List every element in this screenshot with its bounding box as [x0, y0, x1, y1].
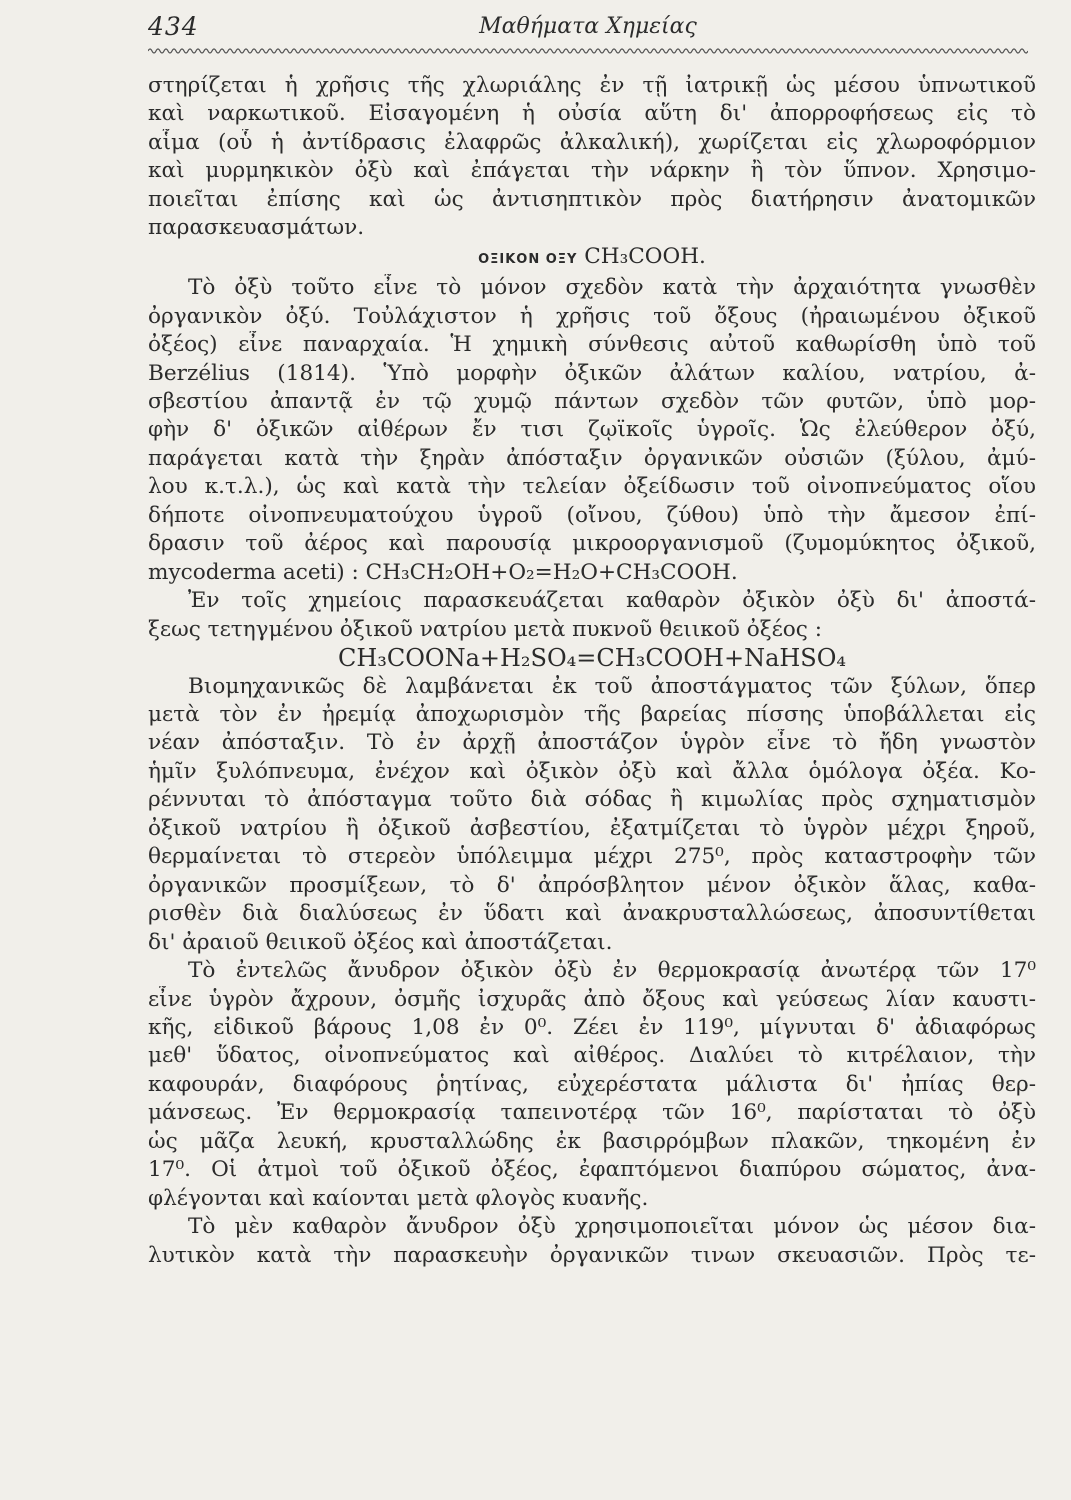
text-line: νέαν ἀπόσταξιν. Τὸ ἐν ἀρχῇ ἀποστάζον ὑγρὸν εἶνε τὸ ἤδη γνωστὸν: [148, 730, 1036, 756]
text-line: ὀργανικὸν ὀξύ. Τοὐλάχιστον ἡ χρῆσις τοῦ ὄξους (ἠραιωμένου ὀξικοῦ: [148, 303, 1036, 329]
text-line: καὶ μυρμηκικὸν ὀξὺ καὶ ἐπάγεται τὴν νάρκην ἢ τὸν ὕπνον. Χρησιμο-: [148, 158, 1036, 184]
text-line: λυτικὸν κατὰ τὴν παρασκευὴν ὀργανικῶν τινων σκευασιῶν. Πρὸς τε-: [148, 1242, 1036, 1268]
text-line: ὀξέος) εἶνε παναρχαία. Ἡ χημικὴ σύνθεσις αὐτοῦ καθωρίσθη ὑπὸ τοῦ: [148, 332, 1036, 358]
text-line: ρισθὲν διὰ διαλύσεως ἐν ὕδατι καὶ ἀνακρυσταλλώσεως, ἀποσυντίθεται: [148, 901, 1036, 927]
text-line: Τὸ ἐντελῶς ἄνυδρον ὀξικὸν ὀξὺ ἐν θερμοκρασίᾳ ἀνωτέρᾳ τῶν 17⁰: [188, 958, 1036, 984]
text-line: αἷμα (οὗ ἡ ἀντίδρασις ἐλαφρῶς ἀλκαλική), χωρίζεται εἰς χλωροφόρμιον: [148, 129, 1036, 155]
section-heading-title: ΟΞΙΚΟΝ ΟΞΥ: [478, 251, 578, 267]
text-line: ὀξικοῦ νατρίου ἢ ὀξικοῦ ἀσβεστίου, ἐξατμίζεται τὸ ὑγρὸν μέχρι ξηροῦ,: [148, 815, 1036, 841]
body-text: [148, 72, 1036, 1270]
text-line: θερμαίνεται τὸ στερεὸν ὑπόλειμμα μέχρι 275⁰, πρὸς καταστροφὴν τῶν: [148, 844, 1036, 870]
text-line: 17⁰. Οἱ ἀτμοὶ τοῦ ὀξικοῦ ὀξέος, ἐφαπτόμενοι διαπύρου σώματος, ἀνα-: [148, 1157, 1036, 1183]
text-line: στηρίζεται ἡ χρῆσις τῆς χλωριάλης ἐν τῇ ἰατρικῇ ὡς μέσου ὑπνωτικοῦ: [148, 73, 1036, 98]
text-line: ξεως τετηγμένου ὀξικοῦ νατρίου μετὰ πυκνοῦ θειικοῦ ὀξέος :: [148, 616, 823, 642]
text-line: Τὸ μὲν καθαρὸν ἄνυδρον ὀξὺ χρησιμοποιεῖται μόνον ὡς μέσον δια-: [188, 1214, 1036, 1240]
text-line: Βιομηχανικῶς δὲ λαμβάνεται ἐκ τοῦ ἀποστάγματος τῶν ξύλων, ὅπερ: [188, 673, 1036, 699]
text-line: Berzélius (1814). Ὑπὸ μορφὴν ὀξικῶν ἀλάτων καλίου, νατρίου, ἀ-: [148, 360, 1036, 386]
text-line: ρέννυται τὸ ἀπόσταγμα τοῦτο διὰ σόδας ἢ κιμωλίας πρὸς σχηματισμὸν: [148, 787, 1036, 813]
text-line: παράγεται κατὰ τὴν ξηρὰν ἀπόσταξιν ὀργανικῶν οὐσιῶν (ξύλου, ἀμύ-: [148, 445, 1036, 471]
text-line: λου κ.τ.λ.), ὡς καὶ κατὰ τὴν τελείαν ὀξείδωσιν τοῦ οἰνοπνεύματος οἵου: [148, 474, 1036, 500]
text-line: φλέγονται καὶ καίονται μετὰ φλογὸς κυανῆς.: [148, 1185, 649, 1211]
text-line: δρασιν τοῦ ἀέρος καὶ παρουσίᾳ μικροοργανισμοῦ (ζυμομύκητος ὀξικοῦ,: [148, 531, 1036, 557]
text-line: ὀργανικῶν προσμίξεων, τὸ δ' ἀπρόσβλητον μένον ὀξικὸν ἅλας, καθα-: [148, 872, 1036, 898]
page-number: 434: [148, 12, 199, 41]
section-heading-formula: CH₃COOH.: [577, 243, 706, 269]
text-line: Ἐν τοῖς χημείοις παρασκευάζεται καθαρὸν ὀξικὸν ὀξὺ δι' ἀποστά-: [188, 588, 1036, 614]
text-line: εἶνε ὑγρὸν ἄχρουν, ὀσμῆς ἰσχυρᾶς ἀπὸ ὄξους καὶ γεύσεως λίαν καυστι-: [148, 986, 1036, 1012]
text-line: παρασκευασμάτων.: [148, 215, 365, 241]
text-line: φὴν δ' ὀξικῶν αἰθέρων ἔν τισι ζῳϊκοῖς ὑγροῖς. Ὡς ἐλεύθερον ὀξύ,: [148, 417, 1036, 443]
text-line: ἡμῖν ξυλόπνευμα, ἐνέχον καὶ ὀξικὸν ὀξὺ καὶ ἄλλα ὁμόλογα ὀξέα. Κο-: [148, 758, 1036, 784]
text-line: καφουράν, διαφόρους ῥητίνας, εὐχερέστατα μάλιστα δι' ἠπίας θερ-: [148, 1071, 1036, 1097]
page-header: [148, 12, 1028, 48]
text-line: δι' ἀραιοῦ θειικοῦ ὀξέος καὶ ἀποστάζεται.: [148, 929, 613, 955]
text-line: μετὰ τὸν ἐν ἠρεμίᾳ ἀποχωρισμὸν τῆς βαρείας πίσσης ὑποβάλλεται εἰς: [148, 701, 1036, 727]
section-heading: [148, 243, 1036, 274]
text-line: mycoderma aceti) : CH₃CH₂OH+O₂=H₂O+CH₃COOH.: [148, 559, 738, 585]
text-line: κῆς, εἰδικοῦ βάρους 1,08 ἐν 0⁰. Ζέει ἐν 119⁰, μίγνυται δ' ἀδιαφόρως: [148, 1014, 1036, 1040]
header-wavy-rule: [148, 46, 1028, 56]
text-line: Τὸ ὀξὺ τοῦτο εἶνε τὸ μόνον σχεδὸν κατὰ τὴν ἀρχαιότητα γνωσθὲν: [188, 275, 1036, 301]
chemical-equation: CH₃COONa+H₂SO₄=CH₃COOH+NaHSO₄: [337, 644, 847, 673]
text-line: ὡς μᾶζα λευκή, κρυσταλλώδης ἐκ βασιρρόμβων πλακῶν, τηκομένη ἐν: [148, 1128, 1036, 1154]
text-line: ποιεῖται ἐπίσης καὶ ὡς ἀντισηπτικὸν πρὸς διατήρησιν ἀνατομικῶν: [148, 186, 1036, 212]
running-title: Μαθήματα Χημείας: [479, 14, 697, 39]
text-line: καὶ ναρκωτικοῦ. Εἰσαγομένη ἡ οὐσία αὕτη δι' ἀπορροφήσεως εἰς τὸ: [148, 101, 1036, 127]
text-line: μεθ' ὕδατος, οἰνοπνεύματος καὶ αἰθέρος. Διαλύει τὸ κιτρέλαιον, τὴν: [148, 1043, 1036, 1069]
text-line: δήποτε οἰνοπνευματούχου ὑγροῦ (οἴνου, ζύθου) ὑπὸ τὴν ἄμεσον ἐπί-: [148, 502, 1036, 528]
text-line: μάνσεως. Ἐν θερμοκρασίᾳ ταπεινοτέρᾳ τῶν 16⁰, παρίσταται τὸ ὀξὺ: [148, 1100, 1036, 1126]
text-line: σβεστίου ἀπαντᾷ ἐν τῷ χυμῷ πάντων σχεδὸν τῶν φυτῶν, ὑπὸ μορ-: [148, 388, 1036, 414]
